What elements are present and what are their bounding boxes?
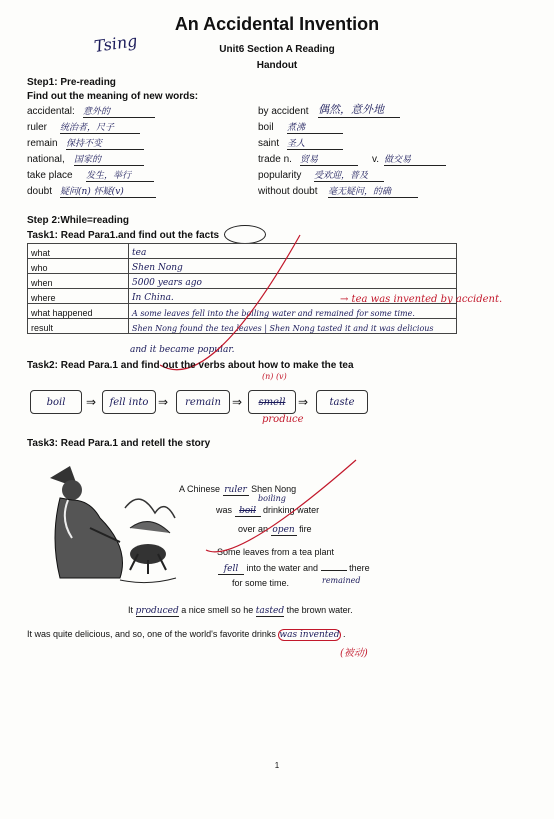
vocab-label: boil (258, 122, 274, 133)
verb-note-top: (n) (v) (262, 372, 287, 381)
arrow-icon: ⇒ (86, 395, 97, 409)
story-blank: was invented (279, 630, 340, 640)
table-cell-label: when (28, 274, 129, 289)
vocab-label: v. (372, 154, 380, 165)
task3-heading: Task3: Read Para.1 and retell the story (27, 438, 211, 449)
vocab-label: national, (27, 154, 65, 165)
story-line-6: for some time. (232, 578, 290, 588)
vocab-answer: 圣人 (287, 136, 343, 150)
vocab-label: ruler (27, 122, 48, 133)
arrow-icon: ⇒ (232, 395, 243, 409)
vocab-answer: 贸易 (300, 152, 358, 166)
vocab-label: popularity (258, 170, 302, 181)
story-text: into the water and (246, 563, 319, 573)
story-note: remained (322, 576, 361, 585)
vocab-label: accidental: (27, 106, 75, 117)
vocab-answer: 保持不变 (66, 136, 144, 150)
task1-heading: Task1: Read Para1.and find out the facts (27, 230, 220, 241)
page-title: An Accidental Invention (174, 14, 380, 34)
story-text: was (216, 505, 233, 515)
story-text: over an (238, 524, 269, 534)
table-cell-label: where (28, 289, 129, 304)
story-blank (321, 570, 347, 571)
story-text: It (128, 605, 134, 615)
result-continuation: and it became popular. (130, 345, 235, 355)
red-annotation: → tea was invented by accident. (340, 294, 503, 305)
page-number: 1 (274, 761, 280, 770)
vocab-label: remain (27, 138, 58, 149)
margin-note: Tsing (92, 31, 139, 56)
vocab-label: saint (258, 138, 280, 149)
story-text: It was quite delicious, and so, one of the world's favorite drinks (27, 629, 276, 639)
table-cell-value: Shen Nong found the tea leaves | Shen Nong tasted it and it was delicious (129, 319, 457, 334)
table-cell-label: what (28, 244, 129, 259)
story-text: . (343, 629, 346, 639)
vocab-label: without doubt (258, 186, 318, 197)
arrow-icon: ⇒ (298, 395, 309, 409)
step1-heading: Step1: Pre-reading (27, 77, 116, 88)
verb-box-fell-into: fell into (102, 390, 156, 414)
verb-box-remain: remain (176, 390, 230, 414)
table-cell-label: who (28, 259, 129, 274)
story-text: there (349, 563, 370, 573)
story-text: Shen Nong (251, 484, 297, 494)
story-note: boiling (258, 494, 286, 503)
step2-heading: Step 2:While=reading (27, 215, 129, 226)
story-blank: produced (135, 606, 179, 616)
vocab-label: trade n. (258, 154, 292, 165)
table-cell-label: result (28, 319, 129, 334)
vocab-label: doubt (27, 186, 53, 197)
table-cell-value: tea (129, 244, 457, 259)
vocab-answer: 意外的 (83, 104, 155, 118)
story-line-7 (128, 605, 353, 617)
handout-label: Handout (256, 60, 298, 71)
story-blank: tasted (255, 606, 285, 616)
table-cell-label: what happened (28, 304, 129, 319)
vocab-answer: 疑问(n) 怀疑(v) (60, 184, 156, 198)
vocab-answer: 煮沸 (287, 120, 343, 134)
verb-note-produce: produce (262, 414, 304, 425)
story-blank: fell (218, 564, 244, 575)
table-cell-value: In China. (129, 289, 457, 304)
table-cell-value: 5000 years ago (129, 274, 457, 289)
arrow-icon: ⇒ (158, 395, 169, 409)
table-cell-value: Shen Nong (129, 259, 457, 274)
vocab-answer: 毫无疑问，的确 (328, 184, 418, 198)
story-blank: ruler (224, 485, 247, 495)
red-check-mark (196, 455, 366, 565)
shen-nong-illustration (30, 458, 180, 588)
unit-subtitle: Unit6 Section A Reading (219, 44, 335, 55)
story-text: a nice smell so he (181, 605, 254, 615)
vocab-answer: 统治者，尺子 (60, 120, 140, 134)
story-text: drinking water (263, 505, 320, 515)
story-blank: boil (235, 506, 261, 517)
verb-box-taste: taste (316, 390, 368, 414)
red-annotation: (被动) (340, 648, 368, 659)
step1-instruction: Find out the meaning of new words: (27, 91, 199, 102)
vocab-answer: 受欢迎，普及 (314, 168, 384, 182)
verb-box-boil: boil (30, 390, 82, 414)
vocab-answer: 做交易 (384, 152, 446, 166)
vocab-answer: 发生，举行 (86, 168, 154, 182)
story-blank: open (272, 525, 295, 535)
vocab-answer: 国家的 (74, 152, 144, 166)
verb-box-smell: smell (248, 390, 296, 414)
table-cell-value: A some leaves fell into the boiling water and remained for some time. (129, 304, 457, 319)
vocab-label: take place (27, 170, 73, 181)
vocab-answer: 偶然，意外地 (318, 101, 400, 118)
vocab-label: by accident (258, 106, 309, 117)
story-line-4: Some leaves from a tea plant (217, 547, 335, 557)
story-text: fire (299, 524, 312, 534)
story-line-8 (27, 629, 346, 641)
story-text: the brown water. (286, 605, 353, 615)
task2-heading: Task2: Read Para.1 and find out the verbs about how to make the tea (27, 360, 354, 371)
story-text: A Chinese (179, 484, 221, 494)
